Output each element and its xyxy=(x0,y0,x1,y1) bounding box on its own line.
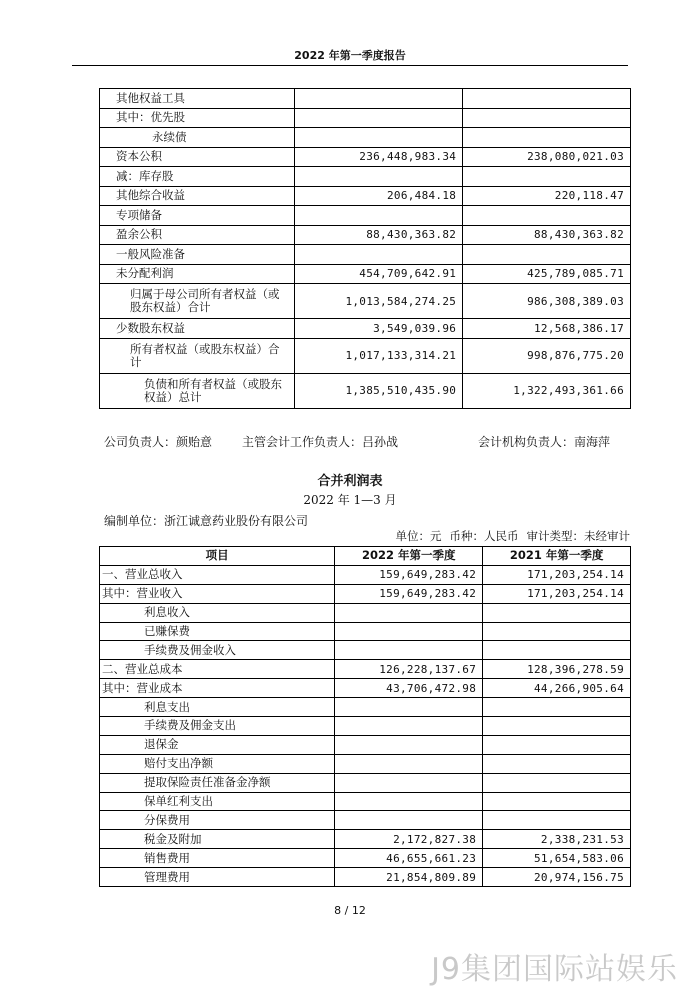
column-header-2021q1: 2021 年第一季度 xyxy=(483,547,631,566)
value-2021: 20,974,156.75 xyxy=(483,868,631,887)
value-2021 xyxy=(483,717,631,736)
value-2022 xyxy=(335,792,483,811)
row-label: 归属于母公司所有者权益（或股东权益）合计 xyxy=(100,284,295,319)
value-2021 xyxy=(483,735,631,754)
value-2022: 159,649,283.42 xyxy=(335,565,483,584)
table-row xyxy=(100,147,631,167)
value-2021: 1,322,493,361.66 xyxy=(463,373,631,408)
row-label: 专项储备 xyxy=(100,206,295,226)
row-label: 提取保险责任准备金净额 xyxy=(100,773,335,792)
row-label: 利息支出 xyxy=(100,698,335,717)
table-row xyxy=(100,565,631,584)
currency-label: 币种：人民币 xyxy=(449,529,519,543)
row-label: 管理费用 xyxy=(100,868,335,887)
value-2022 xyxy=(335,811,483,830)
value-2022: 43,706,472.98 xyxy=(335,679,483,698)
table-row xyxy=(100,811,631,830)
row-label: 其中：优先股 xyxy=(100,108,295,128)
row-label: 赔付支出净额 xyxy=(100,754,335,773)
value-2022: 1,013,584,274.25 xyxy=(295,284,463,319)
value-2021: 425,789,085.71 xyxy=(463,264,631,284)
value-2021 xyxy=(463,89,631,109)
value-2021: 238,080,021.03 xyxy=(463,147,631,167)
table-row xyxy=(100,717,631,736)
table-row xyxy=(100,792,631,811)
value-2022 xyxy=(335,773,483,792)
header-rule xyxy=(72,65,628,66)
income-statement-period: 2022 年 1—3 月 xyxy=(303,493,397,507)
row-label: 利息收入 xyxy=(100,603,335,622)
value-2022 xyxy=(295,245,463,265)
row-label: 手续费及佣金收入 xyxy=(100,641,335,660)
table-row xyxy=(100,735,631,754)
value-2021: 44,266,905.64 xyxy=(483,679,631,698)
row-label: 其他权益工具 xyxy=(100,89,295,109)
row-label: 减：库存股 xyxy=(100,167,295,187)
value-2022: 1,385,510,435.90 xyxy=(295,373,463,408)
table-row xyxy=(100,245,631,265)
row-label: 分保费用 xyxy=(100,811,335,830)
value-2022 xyxy=(295,206,463,226)
income-statement-title: 合并利润表 xyxy=(317,474,383,489)
value-2022: 206,484.18 xyxy=(295,186,463,206)
value-2022 xyxy=(335,603,483,622)
value-2022 xyxy=(295,128,463,148)
audit-type-label: 审计类型：未经审计 xyxy=(526,529,630,543)
value-2021 xyxy=(483,641,631,660)
table-row xyxy=(100,603,631,622)
table-header-row xyxy=(100,547,631,566)
table-row xyxy=(100,167,631,187)
table-row xyxy=(100,319,631,339)
unit-label: 单位：元 xyxy=(395,529,442,543)
row-label: 已赚保费 xyxy=(100,622,335,641)
value-2021: 12,568,386.17 xyxy=(463,319,631,339)
table-row xyxy=(100,225,631,245)
value-2022 xyxy=(335,717,483,736)
table-row xyxy=(100,264,631,284)
watermark-text: J9集团国际站娱乐 xyxy=(431,952,678,987)
row-label: 税金及附加 xyxy=(100,830,335,849)
value-2022: 159,649,283.42 xyxy=(335,584,483,603)
value-2021: 2,338,231.53 xyxy=(483,830,631,849)
table-row xyxy=(100,284,631,319)
value-2021 xyxy=(483,603,631,622)
row-label: 少数股东权益 xyxy=(100,319,295,339)
compiling-entity: 编制单位：浙江诚意药业股份有限公司 xyxy=(104,514,309,528)
legal-representative: 公司负责人：颜贻意 xyxy=(104,435,213,449)
value-2022: 46,655,661.23 xyxy=(335,849,483,868)
row-label: 保单红利支出 xyxy=(100,792,335,811)
value-2021: 998,876,775.20 xyxy=(463,338,631,373)
table-row xyxy=(100,660,631,679)
table-row xyxy=(100,754,631,773)
value-2022: 126,228,137.67 xyxy=(335,660,483,679)
value-2021 xyxy=(463,245,631,265)
table-row xyxy=(100,89,631,109)
value-2022: 1,017,133,314.21 xyxy=(295,338,463,373)
row-label: 退保金 xyxy=(100,735,335,754)
unit-line xyxy=(388,528,631,544)
value-2021 xyxy=(483,698,631,717)
row-label: 盈余公积 xyxy=(100,225,295,245)
value-2022 xyxy=(335,622,483,641)
table-row xyxy=(100,849,631,868)
table-row xyxy=(100,108,631,128)
table-row xyxy=(100,679,631,698)
row-label: 手续费及佣金支出 xyxy=(100,717,335,736)
page-number: 8 / 12 xyxy=(334,904,366,917)
row-label: 其他综合收益 xyxy=(100,186,295,206)
row-label: 二、营业总成本 xyxy=(100,660,335,679)
value-2022 xyxy=(335,735,483,754)
value-2021: 986,308,389.03 xyxy=(463,284,631,319)
value-2022 xyxy=(295,89,463,109)
value-2021 xyxy=(483,773,631,792)
balance-sheet-equity-table xyxy=(99,88,631,409)
value-2022: 3,549,039.96 xyxy=(295,319,463,339)
value-2022 xyxy=(335,754,483,773)
column-header-2022q1: 2022 年第一季度 xyxy=(335,547,483,566)
report-header-title: 2022 年第一季度报告 xyxy=(294,49,406,62)
table-row xyxy=(100,186,631,206)
value-2021 xyxy=(463,108,631,128)
value-2021 xyxy=(463,167,631,187)
value-2021 xyxy=(463,206,631,226)
row-label: 销售费用 xyxy=(100,849,335,868)
value-2021 xyxy=(463,128,631,148)
table-row xyxy=(100,641,631,660)
value-2021: 51,654,583.06 xyxy=(483,849,631,868)
row-label: 永续债 xyxy=(100,128,295,148)
table-row xyxy=(100,830,631,849)
row-label: 所有者权益（或股东权益）合计 xyxy=(100,338,295,373)
value-2022: 21,854,809.89 xyxy=(335,868,483,887)
table-row xyxy=(100,128,631,148)
row-label: 其中：营业成本 xyxy=(100,679,335,698)
column-header-item: 项目 xyxy=(100,547,335,566)
row-label: 未分配利润 xyxy=(100,264,295,284)
value-2021: 88,430,363.82 xyxy=(463,225,631,245)
table-row xyxy=(100,698,631,717)
income-statement-table xyxy=(99,546,631,887)
value-2021 xyxy=(483,754,631,773)
table-row xyxy=(100,622,631,641)
table-row xyxy=(100,338,631,373)
table-row xyxy=(100,373,631,408)
value-2022 xyxy=(295,108,463,128)
value-2021: 128,396,278.59 xyxy=(483,660,631,679)
value-2022: 236,448,983.34 xyxy=(295,147,463,167)
value-2022: 454,709,642.91 xyxy=(295,264,463,284)
table-row xyxy=(100,773,631,792)
value-2021 xyxy=(483,811,631,830)
table-row xyxy=(100,584,631,603)
row-label: 一般风险准备 xyxy=(100,245,295,265)
table-row xyxy=(100,868,631,887)
value-2022 xyxy=(335,698,483,717)
row-label: 其中：营业收入 xyxy=(100,584,335,603)
value-2021 xyxy=(483,622,631,641)
value-2021 xyxy=(483,792,631,811)
value-2021: 171,203,254.14 xyxy=(483,565,631,584)
value-2021: 220,118.47 xyxy=(463,186,631,206)
value-2022: 88,430,363.82 xyxy=(295,225,463,245)
row-label: 资本公积 xyxy=(100,147,295,167)
value-2022: 2,172,827.38 xyxy=(335,830,483,849)
value-2021: 171,203,254.14 xyxy=(483,584,631,603)
accounting-head: 主管会计工作负责人：吕孙战 xyxy=(242,435,399,449)
table-row xyxy=(100,206,631,226)
value-2022 xyxy=(335,641,483,660)
value-2022 xyxy=(295,167,463,187)
row-label: 一、营业总收入 xyxy=(100,565,335,584)
accounting-org-head: 会计机构负责人：南海萍 xyxy=(478,435,611,449)
row-label: 负债和所有者权益（或股东权益）总计 xyxy=(100,373,295,408)
